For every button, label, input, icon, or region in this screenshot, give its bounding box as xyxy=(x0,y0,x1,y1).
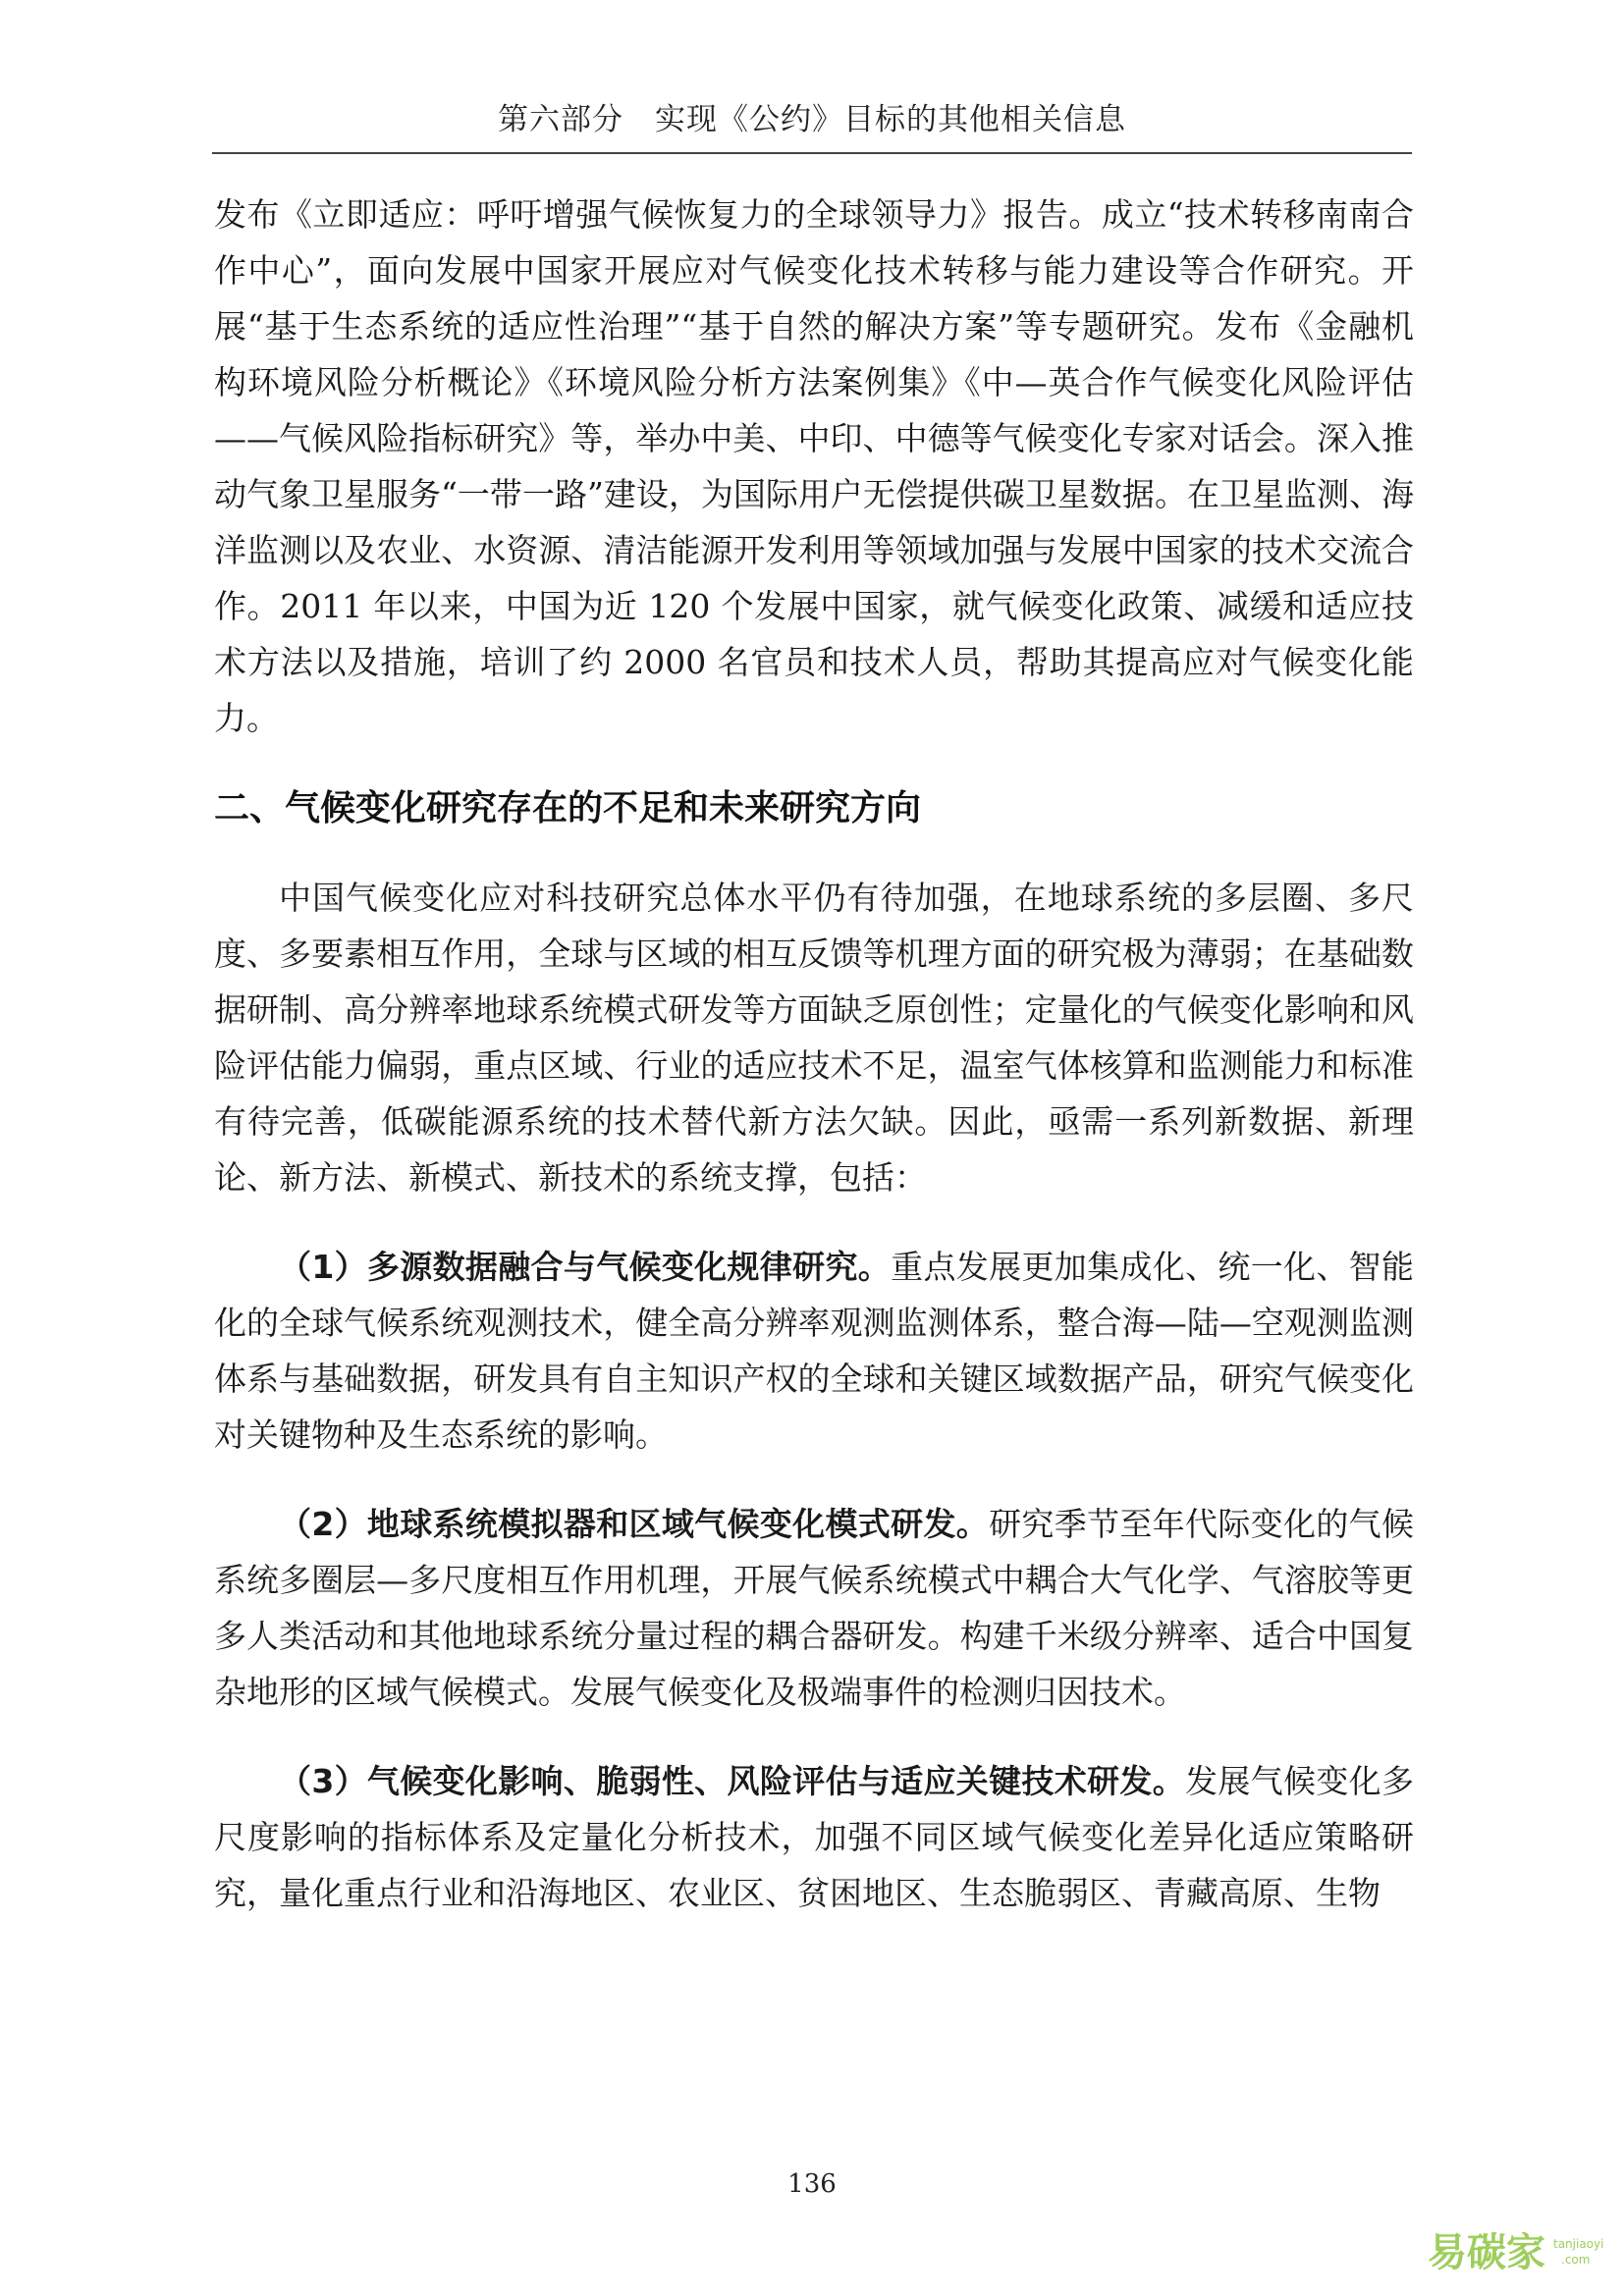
list-item-2-heading: （2）地球系统模拟器和区域气候变化模式研发。 xyxy=(279,1505,990,1543)
list-item-1 xyxy=(214,1239,1414,1463)
running-header: 第六部分 实现《公约》目标的其他相关信息 xyxy=(498,102,1126,137)
paragraph-continued: 发布《立即适应：呼吁增强气候恢复力的全球领导力》报告。成立“技术转移南南合作中心”，面向发展中国家开展应对气候变化技术转移与能力建设等合作研究。开展“基于生态系统的适应性治理”“基于自然的解决方案”等专题研究。发布《金融机构环境风险分析概论》《环境风险分析方法案例集》《中—英合作气候变化风险评估——气候风险指标研究》等，举办中美、中印、中德等气候变化专家对话会。深入推动气象卫星服务“一带一路”建设，为国际用户无偿提供碳卫星数据。在卫星监测、海洋监测以及农业、水资源、清洁能源开发利用等领域加强与发展中国家的技术交流合作。2011 年以来，中国为近 120 个发展中国家，就气候变化政策、减缓和适应技术方法以及措施，培训了约 2000 名官员和技术人员，帮助其提高应对气候变化能力。 xyxy=(214,195,1414,737)
watermark-logo-icon xyxy=(1424,2220,1610,2283)
list-item-3 xyxy=(214,1753,1414,1921)
list-item-2-text: 研究季节至年代际变化的气候系统多圈层—多尺度相互作用机理，开展气候系统模式中耦合大气化学、气溶胶等更多人类活动和其他地球系统分量过程的耦合器研发。构建千米级分辨率、适合中国复杂地形的区域气候模式。发展气候变化及极端事件的检测归因技术。 xyxy=(214,1505,1415,1711)
list-item-1-heading: （1）多源数据融合与气候变化规律研究。 xyxy=(279,1248,892,1286)
page-body xyxy=(214,187,1414,1954)
list-item-3-heading: （3）气候变化影响、脆弱性、风险评估与适应关键技术研发。 xyxy=(279,1762,1186,1800)
watermark-en-text: tanjiaoyi xyxy=(1553,2237,1604,2251)
watermark-logo xyxy=(1424,2220,1610,2283)
header-divider xyxy=(212,152,1412,154)
watermark-cn-text: 易碳家 xyxy=(1428,2230,1545,2275)
watermark-domain-text: .com xyxy=(1561,2253,1591,2267)
page-number: 136 xyxy=(787,2169,837,2199)
section-heading: 二、气候变化研究存在的不足和未来研究方向 xyxy=(214,788,922,828)
list-item-2 xyxy=(214,1496,1414,1720)
list-item-3-text: 发展气候变化多尺度影响的指标体系及定量化分析技术，加强不同区域气候变化差异化适应策略研究，量化重点行业和沿海地区、农业区、贫困地区、生态脆弱区、青藏高原、生物 xyxy=(214,1762,1414,1912)
section-intro-paragraph: 中国气候变化应对科技研究总体水平仍有待加强，在地球系统的多层圈、多尺度、多要素相互作用，全球与区域的相互反馈等机理方面的研究极为薄弱；在基础数据研制、高分辨率地球系统模式研发等方面缺乏原创性；定量化的气候变化影响和风险评估能力偏弱，重点区域、行业的适应技术不足，温室气体核算和监测能力和标准有待完善，低碳能源系统的技术替代新方法欠缺。因此，亟需一系列新数据、新理论、新方法、新模式、新技术的系统支撑，包括： xyxy=(214,879,1414,1197)
list-item-1-text: 重点发展更加集成化、统一化、智能化的全球气候系统观测技术，健全高分辨率观测监测体系，整合海—陆—空观测监测体系与基础数据，研发具有自主知识产权的全球和关键区域数据产品，研究气候变化对关键物种及生态系统的影响。 xyxy=(214,1248,1415,1454)
